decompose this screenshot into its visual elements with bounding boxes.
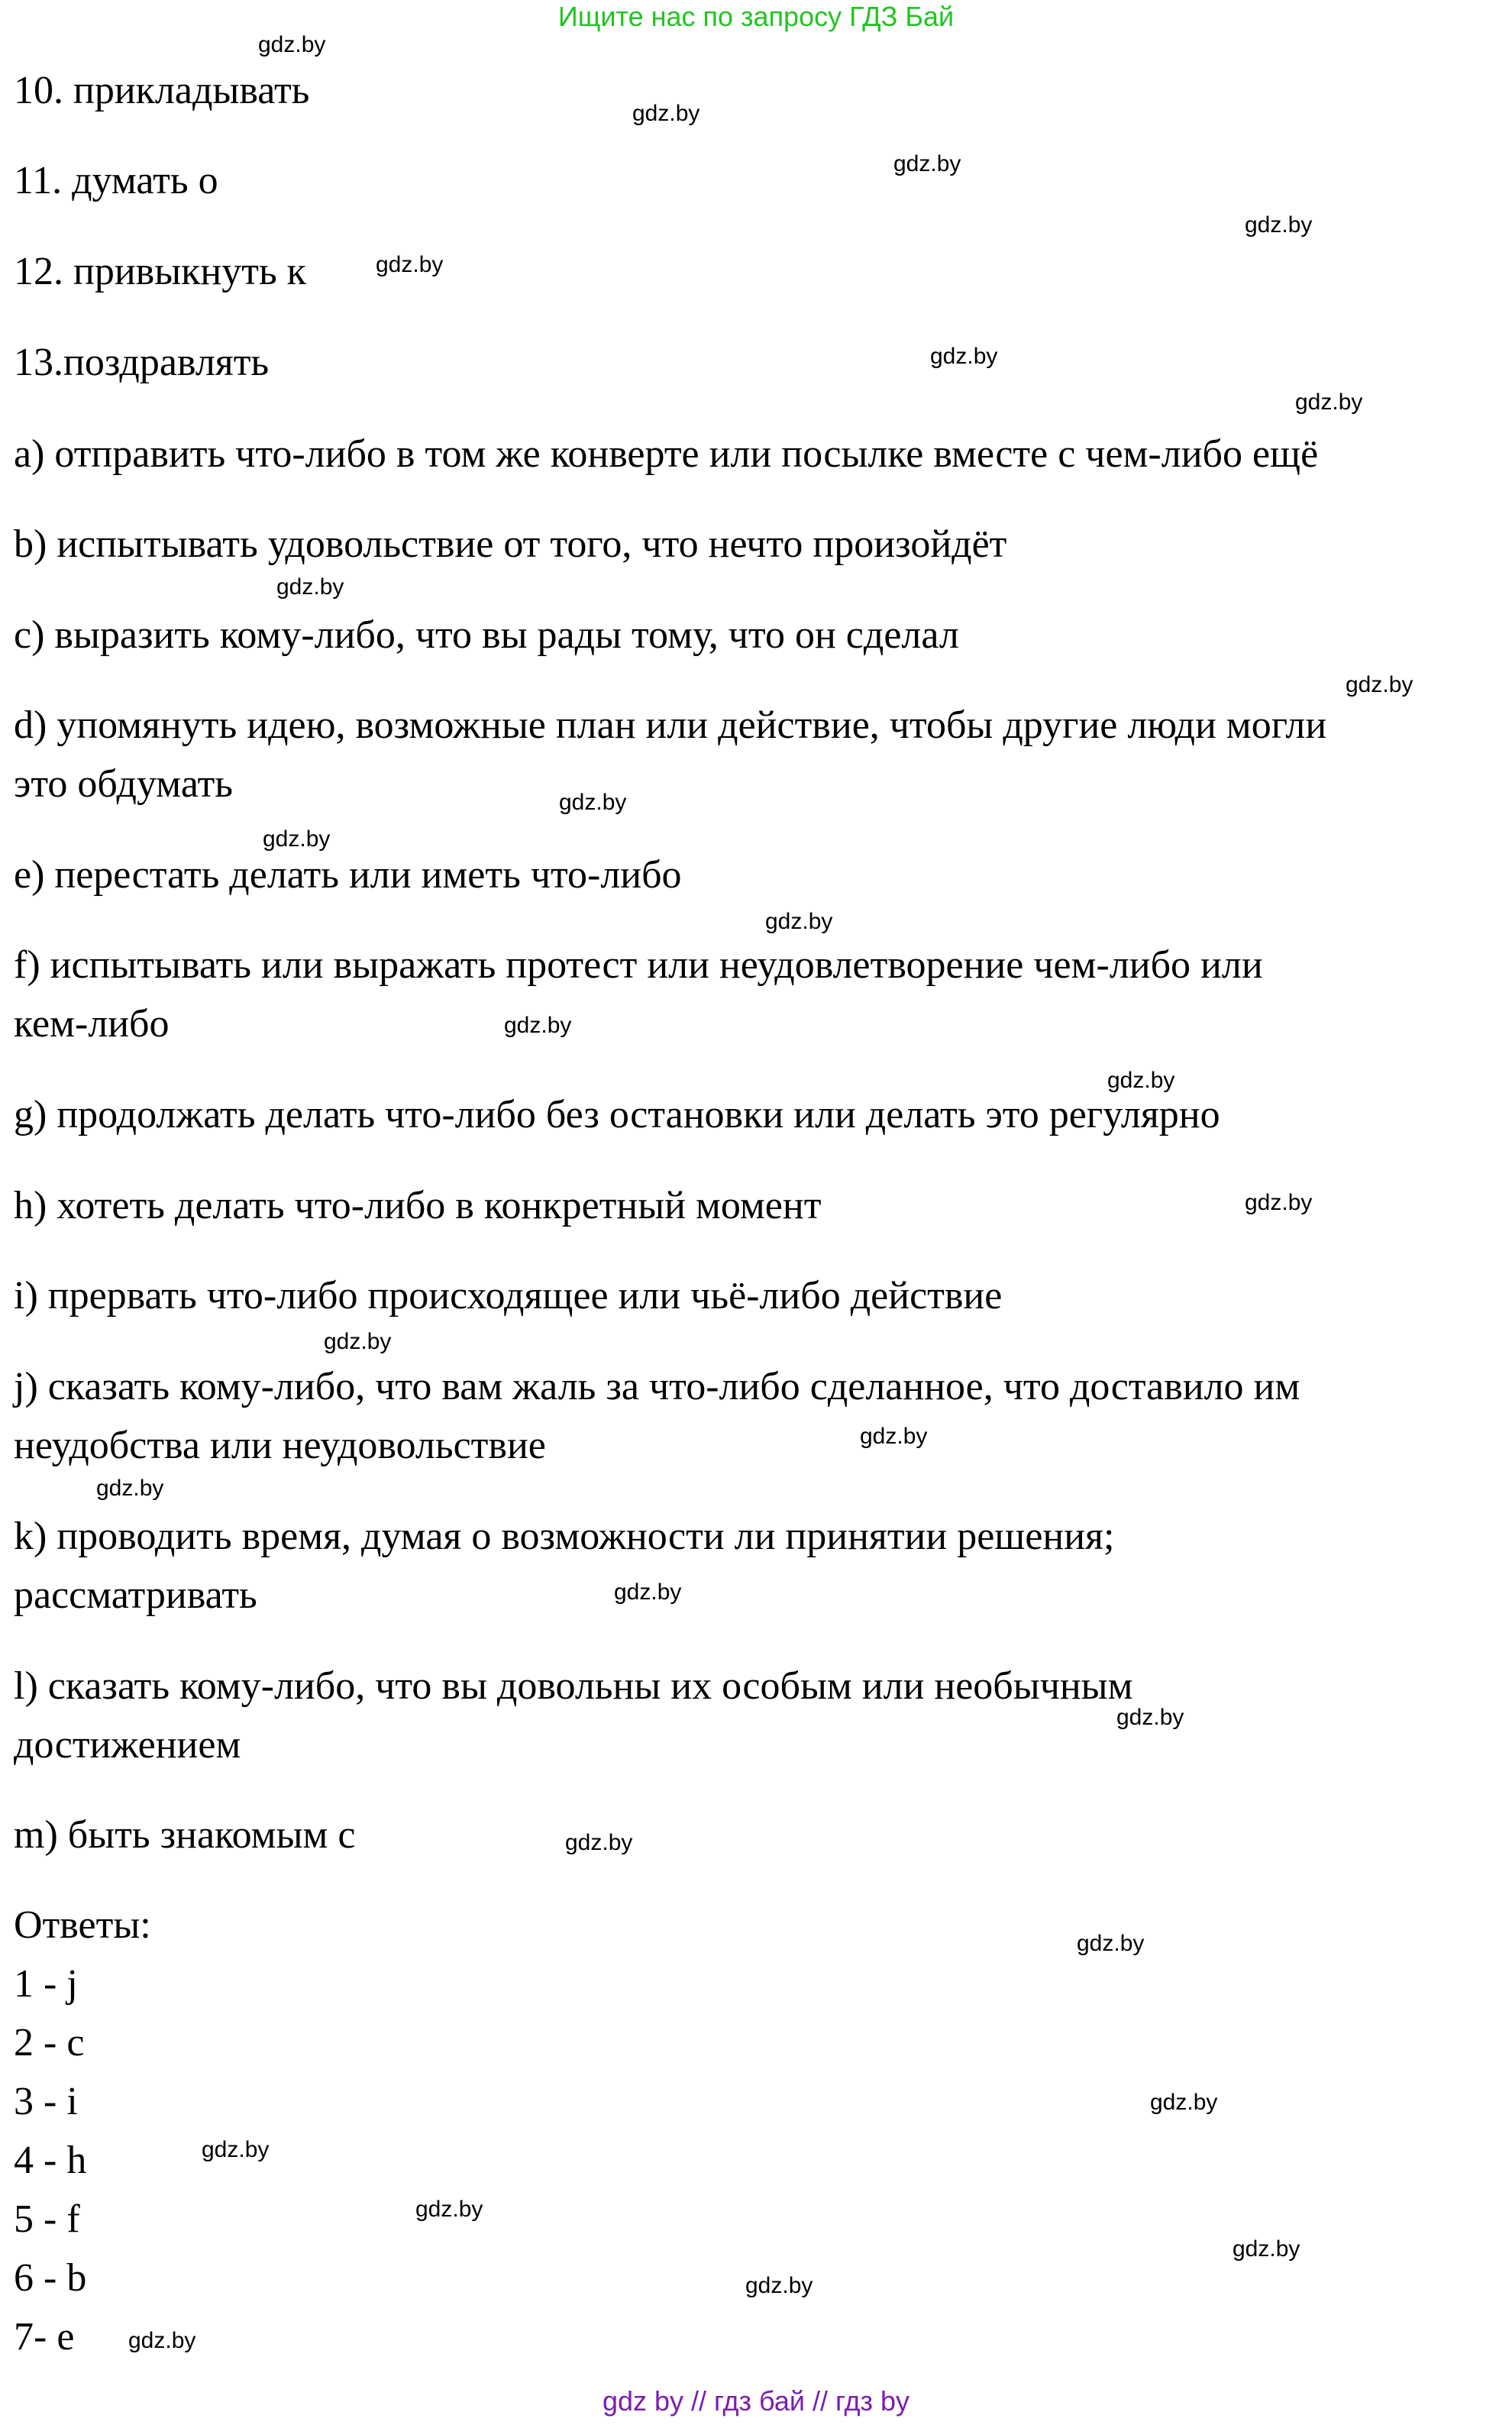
definition-f-cont: кем-либо — [14, 1002, 170, 1046]
watermark: gdz.by — [1150, 2090, 1218, 2115]
watermark: gdz.by — [860, 1424, 928, 1449]
watermark: gdz.by — [893, 151, 961, 176]
word-item-11: 11. думать о — [14, 159, 218, 202]
answers-heading: Ответы: — [14, 1903, 151, 1947]
answer-item: 7- e — [14, 2315, 75, 2359]
watermark: gdz.by — [1107, 1068, 1175, 1093]
watermark: gdz.by — [1233, 2236, 1300, 2262]
watermark: gdz.by — [504, 1013, 572, 1038]
watermark: gdz.by — [745, 2273, 813, 2298]
watermark: gdz.by — [632, 101, 700, 126]
word-item-12: 12. привыкнуть к — [14, 250, 306, 293]
watermark: gdz.by — [930, 344, 998, 369]
watermark: gdz.by — [415, 2197, 483, 2222]
word-item-13: 13.поздравлять — [14, 341, 270, 384]
definition-g: g) продолжать делать что-либо без остановки или делать это регулярно — [14, 1093, 1220, 1137]
watermark: gdz.by — [1346, 672, 1413, 697]
definition-c: c) выразить кому-либо, что вы рады тому, что он сделал — [14, 613, 959, 657]
watermark: gdz.by — [1077, 1931, 1145, 1956]
definition-l-cont: достижением — [14, 1723, 241, 1767]
answer-item: 1 - j — [14, 1962, 78, 2006]
definition-d-cont: это обдумать — [14, 762, 234, 806]
answer-item: 6 - b — [14, 2256, 87, 2300]
watermark: gdz.by — [765, 909, 833, 934]
search-hint-link[interactable]: Ищите нас по запросу ГДЗ Бай — [557, 1, 955, 32]
answer-item: 2 - c — [14, 2021, 85, 2064]
answer-item: 3 - i — [14, 2080, 78, 2123]
watermark: gdz.by — [376, 252, 444, 277]
definition-i: i) прервать что-либо происходящее или чьё-либо действие — [14, 1274, 1003, 1318]
definition-a: a) отправить что-либо в том же конверте или посылке вместе с чем-либо ещё — [14, 432, 1319, 476]
watermark: gdz.by — [1295, 390, 1363, 415]
definition-j: j) сказать кому-либо, что вам жаль за что-либо сделанное, что доставило им — [14, 1365, 1300, 1408]
definition-h: h) хотеть делать что-либо в конкретный момент — [14, 1184, 822, 1227]
definition-e: e) перестать делать или иметь что-либо — [14, 853, 682, 897]
answer-item: 4 - h — [14, 2139, 87, 2182]
definition-k-cont: рассматривать — [14, 1573, 257, 1617]
watermark: gdz.by — [324, 1329, 392, 1354]
watermark: gdz.by — [614, 1579, 682, 1605]
definition-j-cont: неудобства или неудовольствие — [14, 1424, 546, 1467]
answer-item: 5 - f — [14, 2197, 80, 2241]
watermark: gdz.by — [128, 2328, 196, 2353]
definition-k: k) проводить время, думая о возможности ли принятии решения; — [14, 1515, 1115, 1558]
watermark: gdz.by — [1245, 1190, 1313, 1215]
definition-f: f) испытывать или выражать протест или неудовлетворение чем-либо или — [14, 943, 1263, 987]
definition-d: d) упомянуть идею, возможные план или действие, чтобы другие люди могли — [14, 703, 1327, 747]
watermark: gdz.by — [1116, 1705, 1184, 1730]
watermark: gdz.by — [202, 2137, 270, 2162]
definition-b: b) испытывать удовольствие от того, что нечто произойдёт — [14, 522, 1007, 566]
watermark: gdz.by — [96, 1476, 164, 1501]
watermark: gdz.by — [263, 826, 331, 852]
definition-l: l) сказать кому-либо, что вы довольны их особым или необычным — [14, 1664, 1133, 1708]
definition-m: m) быть знакомым с — [14, 1813, 356, 1857]
watermark: gdz.by — [276, 574, 344, 600]
watermark: gdz.by — [1245, 212, 1313, 238]
watermark: gdz.by — [559, 790, 627, 815]
watermark: gdz.by — [258, 32, 326, 57]
watermark: gdz.by — [565, 1830, 633, 1855]
footer-links[interactable]: gdz by // гдз бай // гдз by — [602, 2385, 910, 2417]
word-item-10: 10. прикладывать — [14, 69, 310, 112]
